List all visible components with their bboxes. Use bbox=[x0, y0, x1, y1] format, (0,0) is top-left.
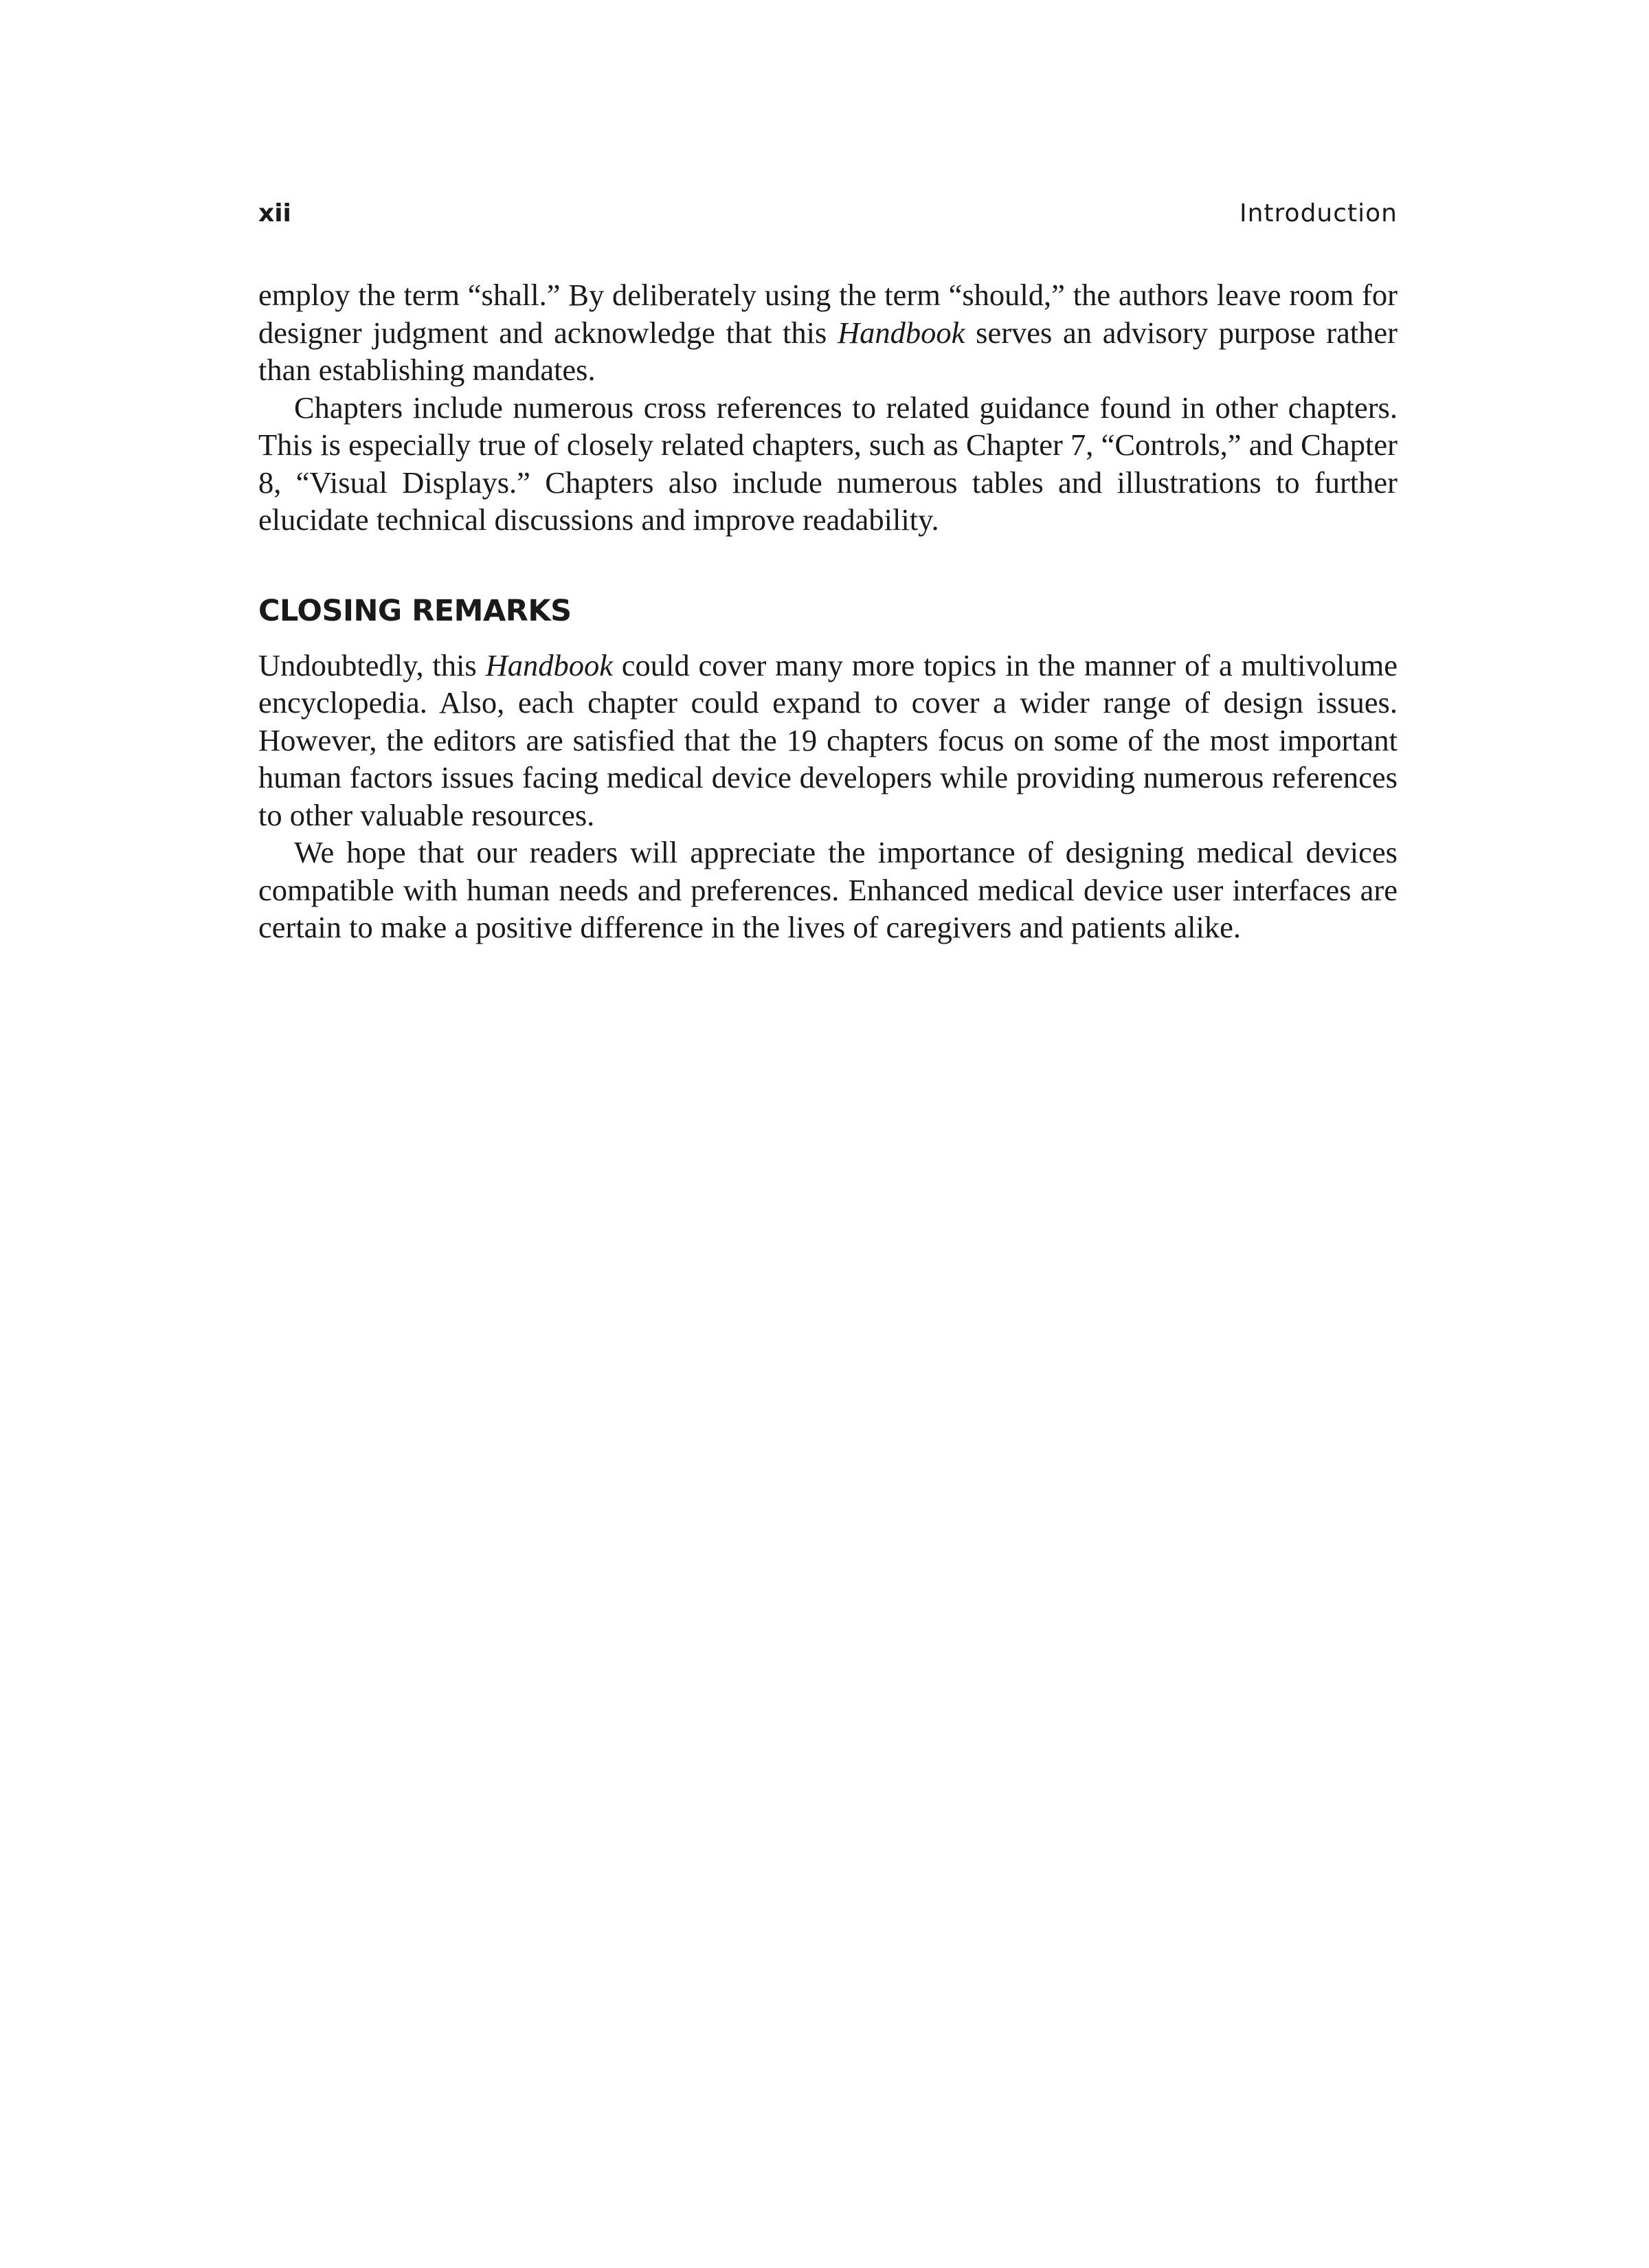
section-heading: CLOSING REMARKS bbox=[258, 593, 572, 628]
text-run: could cover many more topics in the manner of a multivolume encyclopedia. Also, each chapter could expand to cover a wider range of design issues. However, the editors are satisfied that the 19 chapters focus on some of the most important human factors issues facing medical device developers while providing numerous references to other valuable resources. bbox=[258, 647, 1398, 832]
text-run: serves an advisory purpose rather than establishing mandates. bbox=[258, 315, 1398, 387]
page-number: xii bbox=[258, 199, 291, 227]
body-text bbox=[258, 276, 1398, 946]
running-head: Introduction bbox=[1239, 199, 1398, 227]
italic-title: Handbook bbox=[485, 647, 613, 682]
text-run: Undoubtedly, this bbox=[258, 647, 486, 682]
paragraph-continued bbox=[258, 276, 1398, 389]
paragraph-cross-references: Chapters include numerous cross references to related guidance found in other chapters. This is especially true of closely related chapters, such as Chapter 7, “Controls,” and Chapter 8, “Visual Displays.” Chapters also include numerous tables and illustrations to further elucidate technical discussions and improve readability. bbox=[258, 390, 1398, 537]
paragraph-closing-2: We hope that our readers will appreciate the importance of designing medical devices compatible with human needs and preferences. Enhanced medical device user interfaces are certain to make a positive difference in the lives of caregivers and patients alike. bbox=[258, 835, 1398, 944]
text-run: employ the term “shall.” By deliberately using the term “should,” the authors leave room for designer judgment and acknowledge that this bbox=[258, 278, 1398, 350]
page-header bbox=[258, 199, 1398, 232]
italic-title: Handbook bbox=[838, 315, 965, 350]
paragraph-closing-1 bbox=[258, 647, 1398, 834]
